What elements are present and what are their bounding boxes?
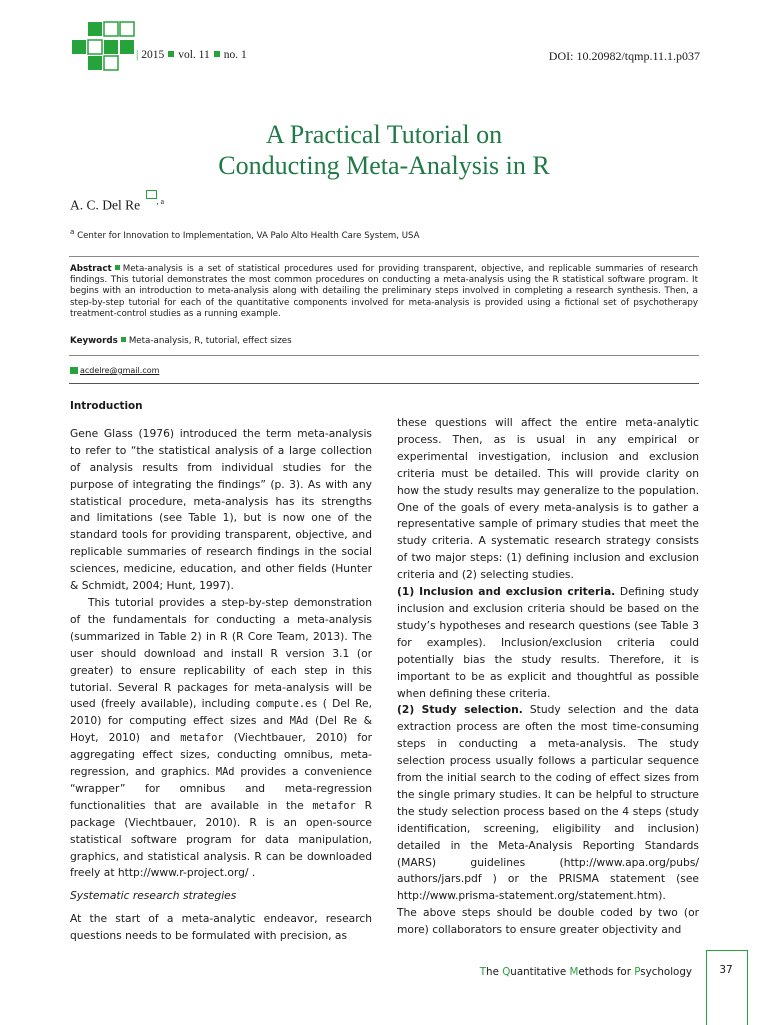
title-line-2: Conducting Meta-Analysis in R xyxy=(218,151,550,180)
paragraph-continued: these questions will affect the entire meta-analytic process. Then, as is usual in any empirical or experimental investigation, inclusion and exclusion criteria must be detailed. This will provide clarity on how the study results may generalize to the population. One of the goals of every meta-analysis is to gather a representative sample of primary studies that meet the study criteria. A systematic research strategy consists of two major steps: (1) defining inclusion and exclusion criteria and (2) selecting studies. xyxy=(397,416,699,582)
email-icon[interactable] xyxy=(146,190,157,199)
paragraph-intro-2: This tutorial provides a step-by-step demonstration of the fundamentals for conducting a meta-analysis (summarized in Table 2) in R (R Core Team, 2013). The user should download and install R version 3.1 (or greater) to ensure replicability of each step in this tutorial. Several R packages for meta-analysis will be used (freely available), including compute.es ( Del Re, 2010) for computing effect sizes and MAd (Del Re & Hoyt, 2010) and metafor (Viechtbauer, 2010) for aggregating effect sizes, conducting omnibus, meta-regression, and graphics. MAd provides a convenience “wrapper” for omnibus and meta-regression functionalities that are available in the metafor R package (Viechtbauer, 2010). R is an open-source statistical software program for data manipulation, graphics, and statistical analysis. R can be downloaded freely at http://www.r-project.org/ . xyxy=(70,595,373,880)
issue-year: 2015 xyxy=(141,49,165,61)
author-email[interactable] xyxy=(70,366,159,375)
package-compute-es: compute.es xyxy=(255,698,318,711)
subsection-heading: Systematic research strategies xyxy=(70,889,237,903)
title-line-1: A Practical Tutorial on xyxy=(265,120,503,149)
abstract xyxy=(70,264,698,320)
column-right xyxy=(397,415,699,939)
doi: DOI: 10.20982/tqmp.11.1.p037 xyxy=(548,49,700,63)
keywords-text: Meta-analysis, R, tutorial, effect sizes xyxy=(128,336,292,346)
affiliation-mark: a xyxy=(70,227,75,236)
affiliation xyxy=(70,227,420,241)
paragraph-intro-1: Gene Glass (1976) introduced the term meta-analysis to refer to “the statistical analysis of a large collection of analysis results from individual studies for the purpose of integrating the findings” (p. 3). As with any statistical procedure, meta-analysis has its strengths and limitations (see Table 1), but is now one of the standard tools for providing transparent, objective, and replicable summaries of research findings in the social sciences, medicine, education, and other fields (Hunter & Schmidt, 2004; Hunt, 1997). xyxy=(70,426,372,593)
section-heading-introduction: Introduction xyxy=(70,400,143,412)
package-mad: MAd xyxy=(289,715,309,728)
issue-info: | 2015 vol. 11 no. 1 xyxy=(136,49,247,61)
email-link[interactable]: acdelre@gmail.com xyxy=(80,366,160,375)
step-1-label: (1) Inclusion and exclusion criteria. xyxy=(397,585,616,599)
affiliation-text: Center for Innovation to Implementation, VA Palo Alto Health Care System, USA xyxy=(77,230,420,241)
journal-logo xyxy=(70,18,140,74)
abstract-label: Abstract xyxy=(70,264,112,274)
issue-number: no. 1 xyxy=(223,49,247,61)
page-number: 37 xyxy=(719,964,733,976)
divider xyxy=(69,383,699,384)
paragraph-strategies: At the start of a meta-analytic endeavor, research questions needs to be formulated with precision, as xyxy=(70,912,372,943)
package-metafor: metafor xyxy=(180,732,224,745)
journal-name: The Quantitative Methods for Psychology xyxy=(479,966,692,978)
issue-volume: vol. 11 xyxy=(178,49,210,61)
package-mad-2: MAd xyxy=(215,766,235,779)
envelope-icon xyxy=(70,367,78,374)
column-left xyxy=(70,398,372,945)
abstract-text: Meta-analysis is a set of statistical procedures used for providing transparent, objective, and replicable summaries of research findings. This tutorial demonstrates the most common procedures on conducting a meta-analysis using the R statistical software program. It begins with an introduction to meta-analysis along with detailing the preliminary steps involved in completing a research synthesis. Then, a step-by-step tutorial for each of the quantitative components involved for meta-analysis is provided using a fictional set of psychotherapy treatment-control studies as a running example. xyxy=(70,264,698,319)
article-title xyxy=(0,119,768,181)
paragraph-step-1: (1) Inclusion and exclusion criteria. Defining study inclusion and exclusion criteria should be based on the study’s hypotheses and research questions (see Table 3 for examples). Inclusion/exclusion criteria could potentially bias the study results. Therefore, it is important to be as explicit and thoughtful as possible when defining these criteria. xyxy=(397,585,699,700)
keywords xyxy=(70,336,292,346)
page-number-box xyxy=(706,950,748,1025)
author-affiliation-mark: , a xyxy=(156,197,165,206)
paragraph-step-2: (2) Study selection. Study selection and the data extraction process are often the most time-consuming steps in conducting a meta-analysis. The study selection process usually follows a particular sequence from the initial search to the coding of effect sizes from the single primary studies. It can be helpful to structure the study selection process based on the 4 steps (study identification, screening, eligibility and inclusion) detailed in the Meta-Analysis Reporting Standards (MARS) guidelines (http://www.apa.org/pubs/ authors/jars.pdf ) or the PRISMA statement (see http://www.prisma-statement.org/statement.htm). xyxy=(397,703,699,903)
author xyxy=(70,190,164,214)
keywords-label: Keywords xyxy=(70,336,118,346)
step-2-label: (2) Study selection. xyxy=(397,703,523,717)
paragraph-double-coding: The above steps should be double coded by two (or more) collaborators to ensure greater objectivity and xyxy=(397,906,699,937)
package-metafor-2: metafor xyxy=(312,799,356,812)
author-name: A. C. Del Re xyxy=(70,197,141,213)
